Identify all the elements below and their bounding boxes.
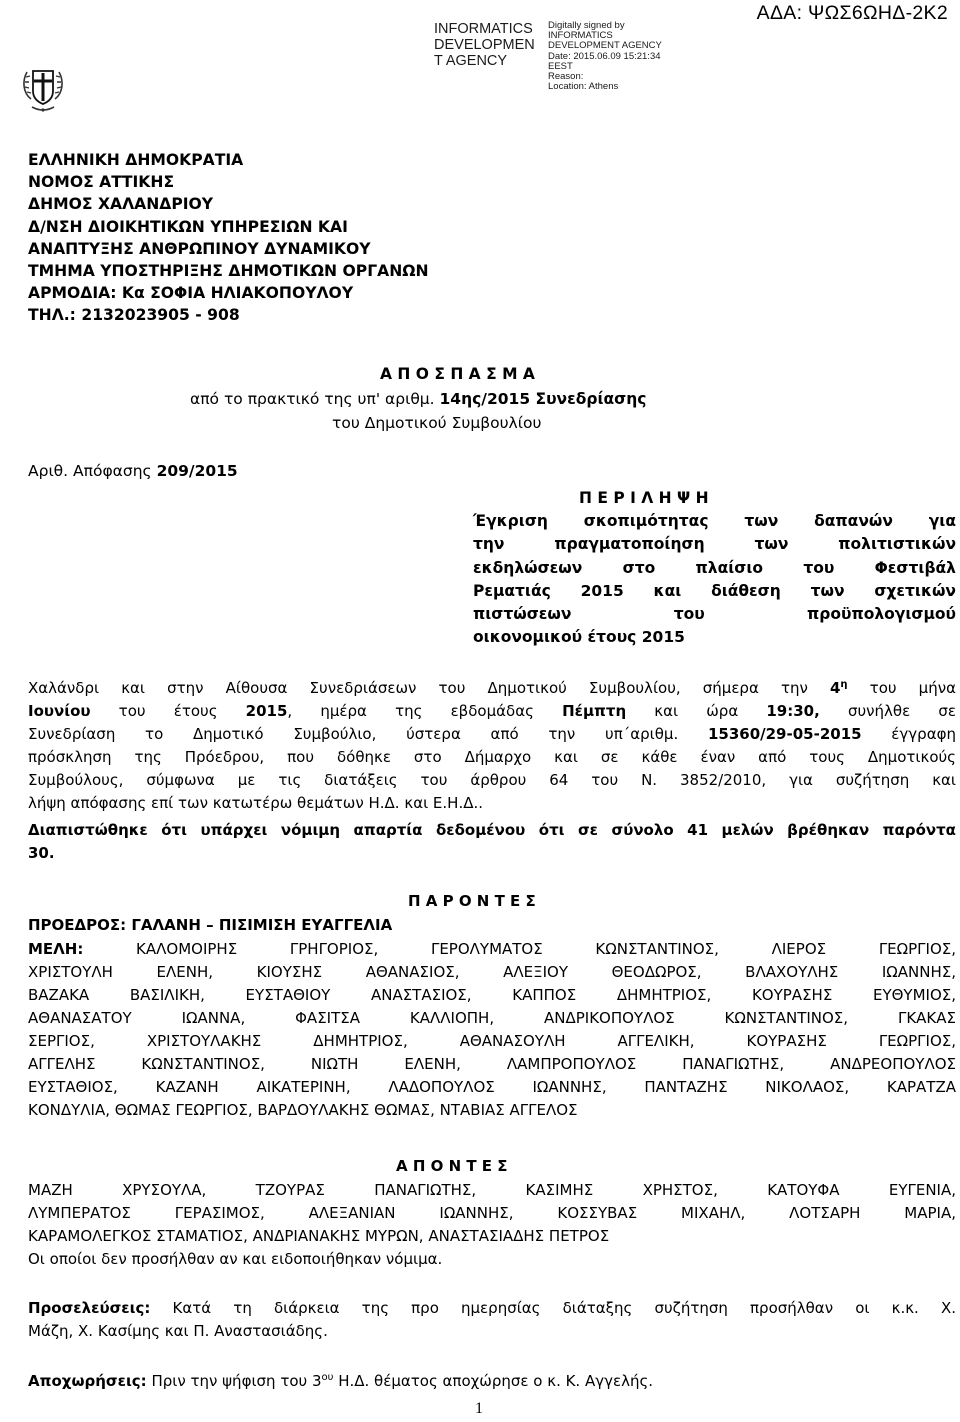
departures-line	[28, 1370, 956, 1393]
extract-line-1-prefix: από το πρακτικό της υπ' αριθμ.	[190, 390, 440, 408]
summary-text	[473, 510, 956, 650]
president-name: ΓΑΛΑΝΗ – ΠΙΣΙΜΙΣΗ ΕΥΑΓΓΕΛΙΑ	[126, 916, 393, 934]
signature-meta	[548, 21, 668, 92]
arrivals-label: Προσελεύσεις:	[28, 1299, 151, 1317]
intro-text: έγγραφη	[861, 725, 956, 743]
departures-text: Πριν την ψήφιση του 3	[146, 1372, 322, 1390]
arrivals-text: Κατά τη διάρκεια της προ ημερησίας διάταξης συζήτηση προσήλθαν οι κ.κ. Χ.	[150, 1299, 956, 1317]
extract-line-1	[190, 388, 646, 411]
header-line: ΑΝΑΠΤΥΞΗΣ ΑΝΘΡΩΠΙΝΟΥ ΔΥΝΑΜΙΚΟΥ	[28, 239, 371, 258]
president-line	[28, 914, 956, 937]
page-number: 1	[475, 1400, 483, 1417]
decision-prefix: Αριθ. Απόφασης	[28, 462, 157, 480]
absent-note: Οι οποίοι δεν προσήλθαν αν και ειδοποιήθηκαν νόμιμα.	[28, 1250, 443, 1268]
members-line: ΑΘΑΝΑΣΑΤΟΥ ΙΩΑΝΝΑ, ΦΑΣΙΤΣΑ ΚΑΛΛΙΟΠΗ, ΑΝΔΡΙΚΟΠΟΥΛΟΣ ΚΩΝΣΤΑΝΤΙΝΟΣ, ΓΚΑΚΑΣ	[28, 1009, 956, 1027]
day-suffix: η	[840, 679, 848, 690]
members-line: ΕΥΣΤΑΘΙΟΣ, ΚΑΖΑΝΗ ΑΙΚΑΤΕΡΙΝΗ, ΛΑΔΟΠΟΥΛΟΣ ΙΩΑΝΝΗΣ, ΠΑΝΤΑΖΗΣ ΝΙΚΟΛΑΟΣ, ΚΑΡΑΤΖΑ	[28, 1078, 956, 1096]
summary-line: Έγκριση σκοπιμότητας των δαπανών για	[473, 512, 956, 530]
departures-label: Αποχωρήσεις:	[28, 1372, 147, 1390]
ordinal-suffix: ου	[321, 1372, 334, 1383]
session-number: 14ης/2015 Συνεδρίασης	[439, 390, 647, 408]
members-line: ΣΕΡΓΙΟΣ, ΧΡΙΣΤΟΥΛΑΚΗΣ ΔΗΜΗΤΡΙΟΣ, ΑΘΑΝΑΣΟΥΛΗ ΑΓΓΕΛΙΚΗ, ΚΟΥΡΑΣΗΣ ΓΕΩΡΓΙΟΣ,	[28, 1032, 956, 1050]
summary-line: οικονομικού έτους 2015	[473, 628, 685, 647]
header-line: Δ/ΝΣΗ ΔΙΟΙΚΗΤΙΚΩΝ ΥΠΗΡΕΣΙΩΝ ΚΑΙ	[28, 217, 348, 236]
header-line: ΕΛΛΗΝΙΚΗ ΔΗΜΟΚΡΑΤΙΑ	[28, 151, 244, 169]
members-line	[28, 938, 956, 961]
members-line: ΑΓΓΕΛΗΣ ΚΩΝΣΤΑΝΤΙΝΟΣ, ΝΙΩΤΗ ΕΛΕΝΗ, ΛΑΜΠΡΟΠΟΥΛΟΣ ΠΑΝΑΓΙΩΤΗΣ, ΑΝΔΡΕΟΠΟΥΛΟΣ	[28, 1055, 956, 1073]
intro-line	[28, 700, 956, 723]
decision-number	[28, 460, 238, 483]
decision-value: 209/2015	[156, 462, 238, 480]
intro-line: Συμβούλους, σύμφωνα με τις διατάξεις του άρθρου 64 του Ν. 3852/2010, για συζήτηση και	[28, 771, 956, 789]
intro-text: Χαλάνδρι και στην Αίθουσα Συνεδριάσεων του Δημοτικού Συμβουλίου, σήμερα την	[28, 679, 830, 697]
intro-text: του μήνα	[847, 679, 956, 697]
signature-name-line: T AGENCY	[434, 53, 508, 69]
intro-text: και ώρα	[626, 702, 767, 720]
document-header	[28, 149, 588, 327]
intro-text: Συνεδρίαση το Δημοτικό Συμβούλιο, ύστερα από την υπ΄αριθμ.	[28, 725, 708, 743]
ada-code: ΑΔΑ: ΨΩΣ6ΩΗΔ-2Κ2	[756, 2, 948, 24]
greek-coat-of-arms-icon	[20, 63, 66, 121]
intro-line: πρόσκληση της Πρόεδρου, που δόθηκε στο Δήμαρχο και σε κάθε έναν από τους Δημοτικούς	[28, 748, 956, 766]
signature-meta-line: INFORMATICS	[548, 30, 613, 42]
header-line: ΝΟΜΟΣ ΑΤΤΙΚΗΣ	[28, 173, 175, 192]
signature-meta-line: EEST	[548, 60, 573, 72]
header-line: ΤΜΗΜΑ ΥΠΟΣΤΗΡΙΞΗΣ ΔΗΜΟΤΙΚΩΝ ΟΡΓΑΝΩΝ	[28, 262, 429, 281]
intro-line: λήψη απόφασης επί των κατωτέρω θεμάτων Η.Δ. και Ε.Η.Δ..	[28, 794, 484, 812]
members-line: ΒΑΖΑΚΑ ΒΑΣΙΛΙΚΗ, ΕΥΣΤΑΘΙΟΥ ΑΝΑΣΤΑΣΙΟΣ, ΚΑΠΠΟΣ ΔΗΜΗΤΡΙΟΣ, ΚΟΥΡΑΣΗΣ ΕΥΘΥΜΙΟΣ,	[28, 986, 956, 1004]
intro-line	[28, 723, 956, 746]
invitation-ref: 15360/29-05-2015	[707, 725, 862, 743]
members-text: ΚΑΛΟΜΟΙΡΗΣ ΓΡΗΓΟΡΙΟΣ, ΓΕΡΟΛΥΜΑΤΟΣ ΚΩΝΣΤΑΝΤΙΝΟΣ, ΛΙΕΡΟΣ ΓΕΩΡΓΙΟΣ,	[83, 940, 956, 958]
meeting-time: 19:30,	[766, 702, 820, 720]
summary-line: πιστώσεων του προϋπολογισμού	[473, 605, 956, 624]
meeting-month: Ιουνίου	[28, 702, 91, 720]
departures-text: Η.Δ. θέματος αποχώρησε ο κ. Κ. Αγγελής.	[333, 1372, 654, 1390]
header-line: ΤΗΛ.: 2132023905 - 908	[28, 306, 240, 325]
digital-signature	[434, 21, 664, 91]
absent-title: Α Π Ο Ν Τ Ε Σ	[396, 1157, 508, 1175]
arrivals-line: Μάζη, Χ. Κασίμης και Π. Αναστασιάδης.	[28, 1322, 328, 1340]
present-title: Π Α Ρ Ο Ν Τ Ε Σ	[408, 892, 536, 910]
signature-meta-line: Reason:	[548, 71, 584, 83]
intro-text: του έτους	[90, 702, 246, 720]
signature-meta-line: Date: 2015.06.09 15:21:34	[548, 50, 661, 62]
summary-line: εκδηλώσεων στο πλαίσιο του Φεστιβάλ	[473, 558, 956, 577]
absent-line: ΚΑΡΑΜΟΛΕΓΚΟΣ ΣΤΑΜΑΤΙΟΣ, ΑΝΔΡΙΑΝΑΚΗΣ ΜΥΡΩΝ, ΑΝΑΣΤΑΣΙΑΔΗΣ ΠΕΤΡΟΣ	[28, 1227, 610, 1245]
meeting-day: 4	[829, 679, 841, 697]
signature-name	[434, 21, 546, 69]
president-label: ΠΡΟΕΔΡΟΣ:	[28, 916, 127, 934]
header-line: ΔΗΜΟΣ ΧΑΛΑΝΔΡΙΟΥ	[28, 195, 214, 214]
summary-line: Ρεματιάς 2015 και διάθεση των σχετικών	[473, 581, 956, 600]
meeting-weekday: Πέμπτη	[562, 702, 627, 720]
signature-meta-line: Location: Athens	[548, 81, 619, 93]
signature-name-line: INFORMATICS	[434, 21, 533, 37]
signature-meta-line: Digitally signed by	[548, 20, 625, 31]
quorum-line: Διαπιστώθηκε ότι υπάρχει νόμιμη απαρτία δεδομένου ότι σε σύνολο 41 μελών βρέθηκαν παρόντα	[28, 821, 956, 839]
intro-text: συνήλθε σε	[819, 702, 956, 720]
absent-line: ΛΥΜΠΕΡΑΤΟΣ ΓΕΡΑΣΙΜΟΣ, ΑΛΕΞΑΝΙΑΝ ΙΩΑΝΝΗΣ, ΚΟΣΣΥΒΑΣ ΜΙΧΑΗΛ, ΛΟΤΣΑΡΗ ΜΑΡΙΑ,	[28, 1204, 956, 1222]
meeting-year: 2015	[245, 702, 288, 720]
signature-name-line: DEVELOPMEN	[434, 37, 535, 53]
summary-title: Π Ε Ρ Ι Λ Η Ψ Η	[579, 489, 709, 507]
members-line: ΚΟΝΔΥΛΙΑ, ΘΩΜΑΣ ΓΕΩΡΓΙΟΣ, ΒΑΡΔΟΥΛΑΚΗΣ ΘΩΜΑΣ, ΝΤΑΒΙΑΣ ΑΓΓΕΛΟΣ	[28, 1101, 578, 1119]
extract-line-2: του Δημοτικού Συμβουλίου	[332, 414, 542, 432]
absent-line: ΜΑΖΗ ΧΡΥΣΟΥΛΑ, ΤΖΟΥΡΑΣ ΠΑΝΑΓΙΩΤΗΣ, ΚΑΣΙΜΗΣ ΧΡΗΣΤΟΣ, ΚΑΤΟΥΦΑ ΕΥΓΕΝΙΑ,	[28, 1181, 956, 1199]
signature-meta-line: DEVELOPMENT AGENCY	[548, 40, 662, 52]
quorum-line: 30.	[28, 844, 55, 862]
header-line: ΑΡΜΟΔΙΑ: Κα ΣΟΦΙΑ ΗΛΙΑΚΟΠΟΥΛΟΥ	[28, 284, 354, 303]
members-label: ΜΕΛΗ:	[28, 940, 84, 958]
arrivals-line	[28, 1297, 956, 1320]
intro-line	[28, 677, 956, 700]
intro-text: , ημέρα της εβδομάδας	[287, 702, 563, 720]
members-line: ΧΡΙΣΤΟΥΛΗ ΕΛΕΝΗ, ΚΙΟΥΣΗΣ ΑΘΑΝΑΣΙΟΣ, ΑΛΕΞΙΟΥ ΘΕΟΔΩΡΟΣ, ΒΛΑΧΟΥΛΗΣ ΙΩΑΝΝΗΣ,	[28, 963, 956, 981]
summary-line: την πραγματοποίηση των πολιτιστικών	[473, 535, 956, 554]
extract-title: Α Π Ο Σ Π Α Σ Μ Α	[380, 365, 535, 383]
